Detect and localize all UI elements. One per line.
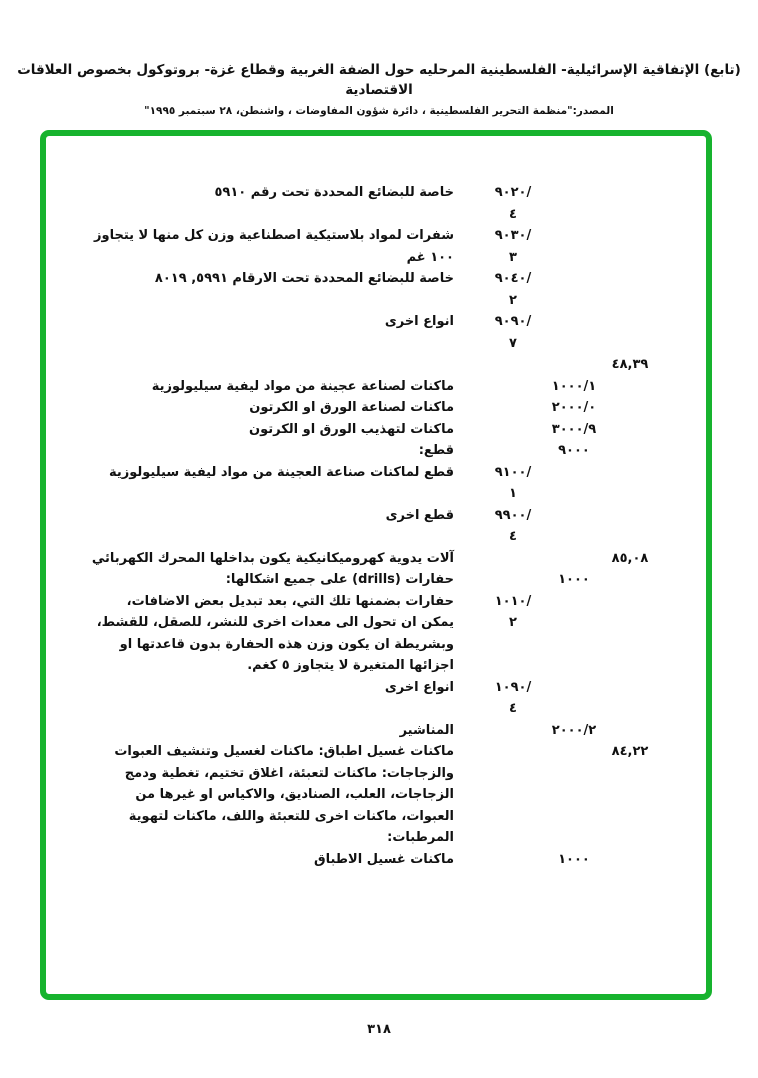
tariff-row xyxy=(46,591,706,613)
subheading-code: ٢٠٠٠/٠ xyxy=(551,400,597,416)
item-description: ماكنات غسيل الاطباق xyxy=(313,851,454,867)
item-description: ماكنات لصناعة عجينة من مواد ليفية سيليولوزية xyxy=(151,378,454,394)
tariff-row xyxy=(46,268,706,290)
hs-heading-number: ٤٨,٣٩ xyxy=(611,357,649,373)
item-code: ٤ xyxy=(509,206,517,222)
item-code: ٢ xyxy=(509,292,517,308)
subheading-code: ١٠٠٠ xyxy=(558,572,590,588)
item-description: قطع اخرى xyxy=(385,507,454,523)
subheading-code: ٣٠٠٠/٩ xyxy=(551,421,597,437)
item-code: ٤ xyxy=(509,701,517,717)
item-code: ٧ xyxy=(509,335,517,351)
item-description: اجزائها المتغيرة لا يتجاوز ٥ كغم. xyxy=(247,658,454,674)
item-description: المرطبات: xyxy=(387,830,454,846)
tariff-row xyxy=(46,612,706,634)
item-description: خاصة للبضائع المحددة تحت الارقام ٥٩٩١, ٨٠١٩ xyxy=(154,271,454,287)
item-description: ماكنات لصناعة الورق او الكرتون xyxy=(249,400,454,416)
item-description: خاصة للبضائع المحددة تحت رقم ٥٩١٠ xyxy=(214,185,454,201)
item-code: ١٠٩٠/ xyxy=(494,679,532,695)
tariff-row xyxy=(46,634,706,656)
tariff-row xyxy=(46,290,706,312)
item-description: ماكنات لتهذيب الورق او الكرتون xyxy=(248,421,454,437)
item-code: ١٠١٠/ xyxy=(494,593,532,609)
tariff-row xyxy=(46,204,706,226)
tariff-row xyxy=(46,763,706,785)
subheading-code: ١٠٠٠ xyxy=(558,851,590,867)
subheading-code: ٩٠٠٠ xyxy=(558,443,590,459)
item-description: قطع: xyxy=(418,443,454,459)
tariff-row xyxy=(46,655,706,677)
item-description: آلات يدوية كهروميكانيكية يكون بداخلها المحرك الكهربائي xyxy=(91,550,454,566)
tariff-row xyxy=(46,526,706,548)
item-code: ٩٠٤٠/ xyxy=(494,271,532,287)
tariff-row xyxy=(46,376,706,398)
item-code: ٢ xyxy=(509,615,517,631)
item-code: ٣ xyxy=(509,249,517,265)
content-border-box xyxy=(40,130,712,1000)
item-description: يمكن ان تحول الى معدات اخرى للنشر، للصقل، للقشط، xyxy=(96,615,454,631)
item-description: انواع اخرى xyxy=(384,314,454,330)
tariff-row xyxy=(46,569,706,591)
tariff-row xyxy=(46,462,706,484)
tariff-row xyxy=(46,311,706,333)
tariff-row xyxy=(46,354,706,376)
document-title: (تابع) الإتفاقية الإسرائيلية- الفلسطينية المرحليه حول الضفة الغربية وقطاع غزة- بروتوكول بخصوص العلاقات الاقتصادية xyxy=(17,62,741,99)
hs-heading-number: ٨٤,٢٢ xyxy=(611,744,649,760)
page-number: ٣١٨ xyxy=(367,1022,391,1037)
item-description: الزجاجات، العلب، الصناديق، والاكياس او غيرها من xyxy=(135,787,454,803)
tariff-row xyxy=(46,677,706,699)
item-description: ماكنات غسيل اطباق: ماكنات لغسيل وتنشيف العبوات xyxy=(114,744,454,760)
tariff-row xyxy=(46,247,706,269)
item-code: ٩٩٠٠/ xyxy=(494,507,532,523)
tariff-table xyxy=(46,136,706,870)
item-code: ٩١٠٠/ xyxy=(494,464,532,480)
tariff-row xyxy=(46,182,706,204)
hs-heading-number: ٨٥,٠٨ xyxy=(611,550,649,566)
tariff-row xyxy=(46,720,706,742)
tariff-row xyxy=(46,225,706,247)
item-description: انواع اخرى xyxy=(384,679,454,695)
tariff-row xyxy=(46,333,706,355)
item-description: وبشريطة ان يكون وزن هذه الحفارة بدون قاعدتها او xyxy=(119,636,454,652)
item-description: حفارات (drills) على جميع اشكالها: xyxy=(225,572,454,588)
item-code: ٩٠٣٠/ xyxy=(494,228,532,244)
item-description: حفارات بضمنها تلك التي، بعد تبديل بعض الاضافات، xyxy=(126,593,454,609)
page-header xyxy=(0,60,758,117)
tariff-row xyxy=(46,548,706,570)
tariff-row xyxy=(46,741,706,763)
item-description: العبوات، ماكنات اخرى للتعبئة واللف، ماكنات لتهوية xyxy=(128,808,454,824)
item-code: ١ xyxy=(509,486,517,502)
tariff-row xyxy=(46,784,706,806)
item-code: ٩٠٩٠/ xyxy=(494,314,532,330)
item-description: المناشير xyxy=(399,722,454,738)
tariff-row xyxy=(46,849,706,871)
document-source-line: المصدر:"منظمة التحرير الفلسطينية ، دائرة شؤون المفاوضات ، واشنطن، ٢٨ سبتمبر ١٩٩٥" xyxy=(144,104,614,117)
subheading-code: ٢٠٠٠/٢ xyxy=(551,722,597,738)
tariff-row xyxy=(46,505,706,527)
tariff-row xyxy=(46,698,706,720)
item-description: قطع لماكنات صناعة العجينة من مواد ليفية سيليولوزية xyxy=(108,464,454,480)
item-description: شفرات لمواد بلاستيكية اصطناعية وزن كل منها لا يتجاوز xyxy=(94,228,454,244)
tariff-row xyxy=(46,440,706,462)
item-description: والزجاجات: ماكنات لتعبئة، اغلاق تختيم، تغطية ودمج xyxy=(124,765,454,781)
tariff-row xyxy=(46,827,706,849)
tariff-row xyxy=(46,397,706,419)
item-description: ١٠٠ غم xyxy=(406,249,454,265)
tariff-row xyxy=(46,419,706,441)
item-code: ٤ xyxy=(509,529,517,545)
item-code: ٩٠٢٠/ xyxy=(494,185,532,201)
tariff-row xyxy=(46,806,706,828)
tariff-row xyxy=(46,483,706,505)
subheading-code: ١٠٠٠/١ xyxy=(551,378,597,394)
